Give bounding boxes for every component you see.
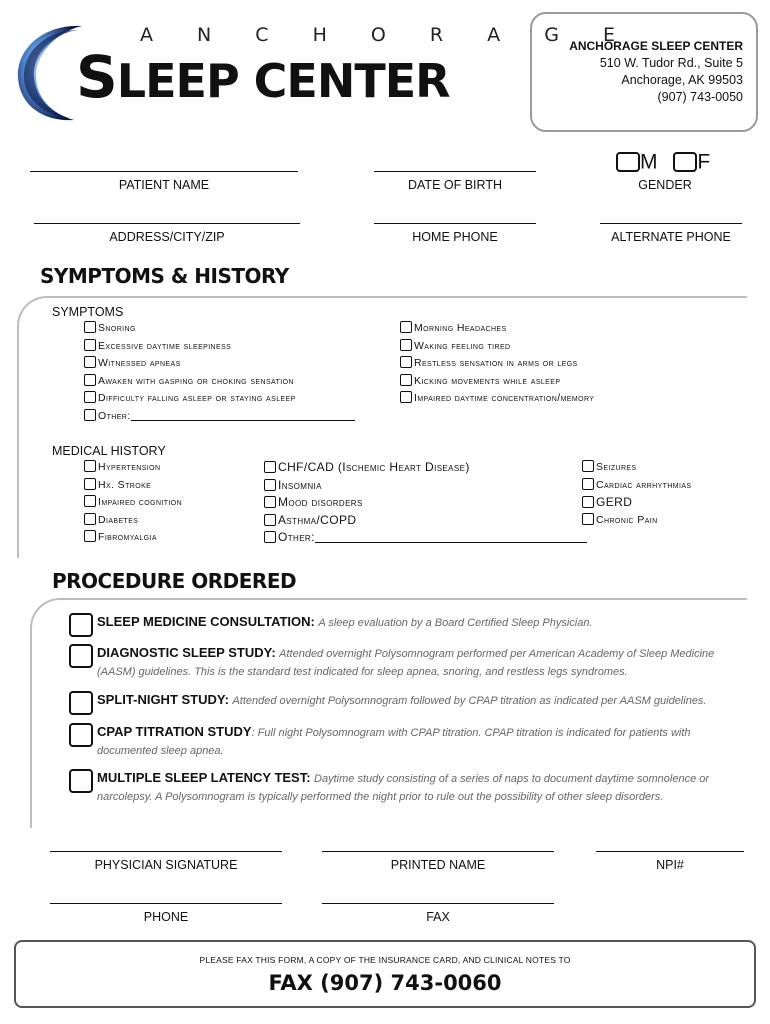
checkbox[interactable] <box>582 513 594 525</box>
medical-label: Hypertension <box>98 461 161 473</box>
medical-label: CHF/CAD (Ischemic Heart Disease) <box>278 460 470 474</box>
medical-item[interactable] <box>582 512 692 530</box>
medical-label: Hx. Stroke <box>98 478 152 491</box>
symptom-item[interactable] <box>84 390 355 408</box>
checkbox[interactable] <box>264 514 276 526</box>
checkbox[interactable] <box>264 531 276 543</box>
procedure-name: DIAGNOSTIC SLEEP STUDY: <box>97 645 276 660</box>
procedure-item[interactable] <box>97 613 747 632</box>
checkbox[interactable] <box>400 374 412 386</box>
home-phone-field[interactable] <box>374 210 536 244</box>
home-phone-label: HOME PHONE <box>412 230 498 244</box>
symptom-item[interactable] <box>84 355 355 373</box>
symptoms-right-list <box>400 320 594 408</box>
fax-instructions: PLEASE FAX THIS FORM, A COPY OF THE INSURANCE CARD, AND CLINICAL NOTES TO <box>199 955 571 965</box>
symptom-item[interactable] <box>400 390 594 408</box>
printed-name-label: PRINTED NAME <box>390 858 486 872</box>
medical-other-input[interactable] <box>315 542 587 543</box>
symptom-item[interactable] <box>400 320 594 338</box>
symptom-label: Restless sensation in arms or legs <box>414 357 578 369</box>
printed-name-field[interactable] <box>322 838 554 872</box>
checkbox[interactable] <box>264 479 276 491</box>
medical-item[interactable] <box>84 512 182 530</box>
symptom-label: Awaken with gasping or choking sensation <box>98 374 294 387</box>
dob-label: DATE OF BIRTH <box>408 178 502 192</box>
physician-fax-field[interactable] <box>322 890 554 924</box>
procedure-checkbox[interactable] <box>69 613 93 637</box>
symptom-item[interactable] <box>400 338 594 356</box>
center-name: ANCHORAGE SLEEP CENTER <box>569 39 743 53</box>
procedure-item[interactable] <box>97 723 747 760</box>
physician-signature-label: PHYSICIAN SIGNATURE <box>94 858 238 872</box>
fax-instructions-box <box>14 940 756 1008</box>
symptom-label: Snoring <box>98 322 136 334</box>
checkbox[interactable] <box>84 391 96 403</box>
center-street: 510 W. Tudor Rd., Suite 5 <box>599 56 743 70</box>
center-phone: (907) 743-0050 <box>657 90 743 104</box>
medical-label: Mood disorders <box>278 495 363 509</box>
gender-f-checkbox[interactable] <box>673 152 697 172</box>
symptom-label: Witnessed apneas <box>98 357 181 369</box>
medical-label: Diabetes <box>98 513 139 526</box>
procedure-item[interactable] <box>97 644 747 681</box>
medical-item[interactable] <box>84 494 182 512</box>
checkbox[interactable] <box>84 495 96 507</box>
medical-label: Insomnia <box>278 477 322 492</box>
fax-number: FAX (907) 743-0060 <box>268 971 502 995</box>
gender-m-label: M <box>640 150 658 174</box>
procedure-checkbox[interactable] <box>69 723 93 747</box>
checkbox[interactable] <box>264 461 276 473</box>
medical-label: Other: <box>278 530 315 544</box>
procedure-item[interactable] <box>97 691 747 710</box>
procedure-desc: Attended overnight Polysomnogram performed per American Academy of Sleep Medicine (AASM) guidelines. This is the standard test indicated for sleep apnea, snoring, and restless legs syndromes. <box>97 648 715 678</box>
procedure-desc: Daytime study consisting of a series of naps to document daytime somnolence or narcolepsy. A Polysomnogram is typically performed the night prior to rule out the possibility of other sleep disorders. <box>97 773 710 803</box>
medical-col3-list <box>582 459 692 529</box>
checkbox[interactable] <box>582 460 594 472</box>
checkbox[interactable] <box>400 391 412 403</box>
checkbox[interactable] <box>84 478 96 490</box>
center-city: Anchorage, AK 99503 <box>621 73 743 87</box>
procedure-checkbox[interactable] <box>69 691 93 715</box>
checkbox[interactable] <box>84 356 96 368</box>
gender-f-label: F <box>697 150 711 174</box>
patient-name-label: PATIENT NAME <box>118 178 210 192</box>
symptom-item[interactable] <box>84 338 355 356</box>
checkbox[interactable] <box>84 460 96 472</box>
symptom-label: Difficulty falling asleep or staying asleep <box>98 392 296 404</box>
procedure-name: SPLIT-NIGHT STUDY: <box>97 692 229 707</box>
checkbox[interactable] <box>84 530 96 542</box>
medical-item[interactable] <box>84 529 182 547</box>
symptom-item[interactable] <box>400 355 594 373</box>
procedure-title: PROCEDURE ORDERED <box>46 569 302 593</box>
medical-label: Cardiac arrhythmias <box>596 478 692 491</box>
symptom-item[interactable] <box>84 320 355 338</box>
physician-phone-label: PHONE <box>143 910 189 924</box>
procedure-name: CPAP TITRATION STUDY <box>97 724 252 739</box>
physician-fax-label: FAX <box>426 910 450 924</box>
alt-phone-field[interactable] <box>600 210 742 244</box>
address-box <box>530 12 758 132</box>
procedure-checkbox[interactable] <box>69 644 93 668</box>
dob-field[interactable] <box>374 158 536 192</box>
checkbox[interactable] <box>582 478 594 490</box>
medical-item[interactable] <box>264 529 587 547</box>
symptom-label: Waking feeling tired <box>414 339 511 352</box>
medical-item[interactable] <box>582 477 692 495</box>
checkbox[interactable] <box>84 374 96 386</box>
medical-col2-list <box>264 459 587 547</box>
medical-label: Impaired cognition <box>98 496 183 508</box>
medical-item[interactable] <box>264 494 587 512</box>
physician-phone-field[interactable] <box>50 890 282 924</box>
medical-label: GERD <box>596 495 633 509</box>
medical-item[interactable] <box>84 477 182 495</box>
symptom-label: Other: <box>98 409 131 422</box>
procedure-desc: Attended overnight Polysomnogram followed by CPAP titration as indicated per AASM guidelines. <box>232 695 707 707</box>
medical-item[interactable] <box>264 512 587 530</box>
logo-brand-text <box>76 43 450 111</box>
patient-name-field[interactable] <box>30 158 298 192</box>
symptoms-history-title: SYMPTOMS & HISTORY <box>34 264 295 288</box>
medical-item[interactable] <box>84 459 182 477</box>
medical-label: Seizures <box>596 461 637 473</box>
medical-item[interactable] <box>582 459 692 477</box>
address-label: ADDRESS/CITY/ZIP <box>109 230 225 244</box>
symptom-label: Excessive daytime sleepiness <box>98 339 232 352</box>
logo-brand-s: S <box>76 43 117 111</box>
checkbox[interactable] <box>400 321 412 333</box>
symptom-other-input[interactable] <box>131 420 355 421</box>
alt-phone-label: ALTERNATE PHONE <box>611 230 731 244</box>
symptom-label: Impaired daytime concentration/memory <box>414 392 595 404</box>
symptoms-label: SYMPTOMS <box>52 305 124 319</box>
logo-brand-rest: LEEP CENTER <box>116 54 450 108</box>
checkbox[interactable] <box>84 513 96 525</box>
npi-label: NPI# <box>656 858 684 872</box>
gender-label: GENDER <box>638 178 692 192</box>
checkbox[interactable] <box>264 496 276 508</box>
symptom-label: Kicking movements while asleep <box>414 374 561 387</box>
gender-m-checkbox[interactable] <box>616 152 640 172</box>
checkbox[interactable] <box>84 321 96 333</box>
procedure-name: SLEEP MEDICINE CONSULTATION: <box>97 614 315 629</box>
logo-anchorage-text: A N C H O R A G E <box>140 24 634 46</box>
medical-label: Chronic Pain <box>596 513 658 526</box>
procedure-desc: A sleep evaluation by a Board Certified Sleep Physician. <box>318 617 593 629</box>
medical-label: Asthma/COPD <box>278 512 357 527</box>
checkbox[interactable] <box>400 356 412 368</box>
procedure-name: MULTIPLE SLEEP LATENCY TEST: <box>97 770 311 785</box>
symptom-item[interactable] <box>400 373 594 391</box>
gender-options <box>616 150 710 174</box>
symptoms-left-list <box>84 320 355 425</box>
medical-item[interactable] <box>264 459 587 477</box>
symptom-label: Morning Headaches <box>414 322 507 334</box>
address-field[interactable] <box>34 210 300 244</box>
medical-label: Fibromyalgia <box>98 531 157 543</box>
physician-signature-field[interactable] <box>50 838 282 872</box>
checkbox[interactable] <box>400 339 412 351</box>
procedure-desc: : Full night Polysomnogram with CPAP titration. CPAP titration is indicated for patients with documented sleep apnea. <box>97 727 691 757</box>
checkbox[interactable] <box>84 409 96 421</box>
procedure-item[interactable] <box>97 769 747 806</box>
procedure-checkbox[interactable] <box>69 769 93 793</box>
npi-field[interactable] <box>596 838 744 872</box>
checkbox[interactable] <box>582 496 594 508</box>
symptom-item[interactable] <box>84 408 355 426</box>
medical-col1-list <box>84 459 182 547</box>
symptom-item[interactable] <box>84 373 355 391</box>
medical-item[interactable] <box>264 477 587 495</box>
checkbox[interactable] <box>84 339 96 351</box>
medical-item[interactable] <box>582 494 692 512</box>
medical-history-label: MEDICAL HISTORY <box>52 444 166 458</box>
